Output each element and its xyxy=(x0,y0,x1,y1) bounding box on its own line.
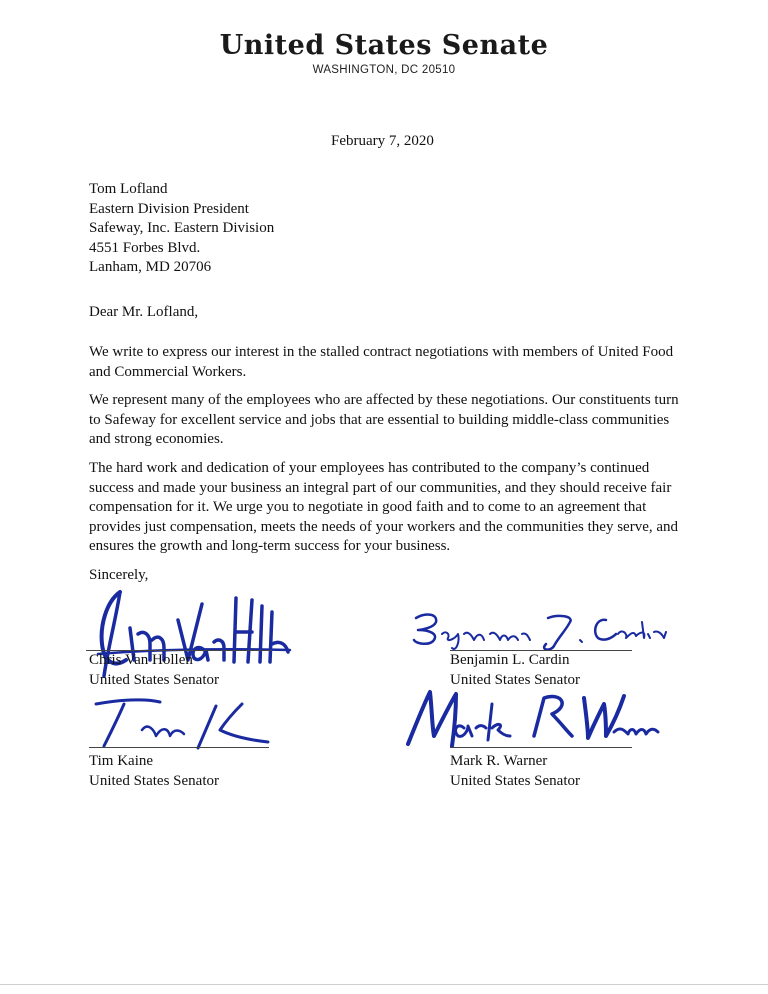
closing: Sincerely, xyxy=(89,567,149,583)
recipient-title: Eastern Division President xyxy=(89,200,249,217)
signer-van-hollen xyxy=(89,651,219,690)
signer-name: Benjamin L. Cardin xyxy=(450,652,570,668)
letter-date: February 7, 2020 xyxy=(331,133,434,149)
salutation: Dear Mr. Lofland, xyxy=(89,304,199,320)
signer-kaine xyxy=(89,752,219,791)
signer-title: United States Senator xyxy=(450,772,580,789)
body-paragraph: We write to express our interest in the stalled contract negotiations with members of United Food and Commercial Workers. xyxy=(89,344,674,380)
signer-title: United States Senator xyxy=(89,772,219,789)
signer-name: Tim Kaine xyxy=(89,753,154,769)
signer-title: United States Senator xyxy=(450,671,580,688)
letterhead xyxy=(0,30,768,76)
senate-title: United States Senate xyxy=(219,30,549,61)
recipient-name: Tom Lofland xyxy=(89,181,168,197)
recipient-company: Safeway, Inc. Eastern Division xyxy=(89,220,275,236)
signature-warner xyxy=(402,684,664,754)
signer-warner xyxy=(450,752,580,791)
signature-line-warner xyxy=(450,747,632,748)
body-paragraph: We represent many of the employees who are affected by these negotiations. Our constituents turn to Safeway for excellent service and jobs that are essential to building middle-class communities and strong economies. xyxy=(89,392,679,447)
signer-name: Chris Van Hollen xyxy=(89,652,193,668)
recipient-street: 4551 Forbes Blvd. xyxy=(89,239,201,256)
signer-title: United States Senator xyxy=(89,671,219,688)
body-paragraph: The hard work and dedication of your employees has contributed to the company’s continued success and made your business an integral part of our communities, and they should receive fair compensation for it. We urge you to negotiate in good faith and to come to an agreement that provides just compensation, meets the needs of your workers and the communities they serve, and ensures the growth and long-term success for your business. xyxy=(89,460,679,554)
recipient-address xyxy=(89,180,274,278)
signer-name: Mark R. Warner xyxy=(450,753,548,769)
signature-kaine xyxy=(88,690,274,754)
page-bottom-edge xyxy=(0,984,768,985)
senate-address: WASHINGTON, DC 20510 xyxy=(312,64,456,76)
recipient-city: Lanham, MD 20706 xyxy=(89,259,212,275)
signature-line-kaine xyxy=(89,747,269,748)
